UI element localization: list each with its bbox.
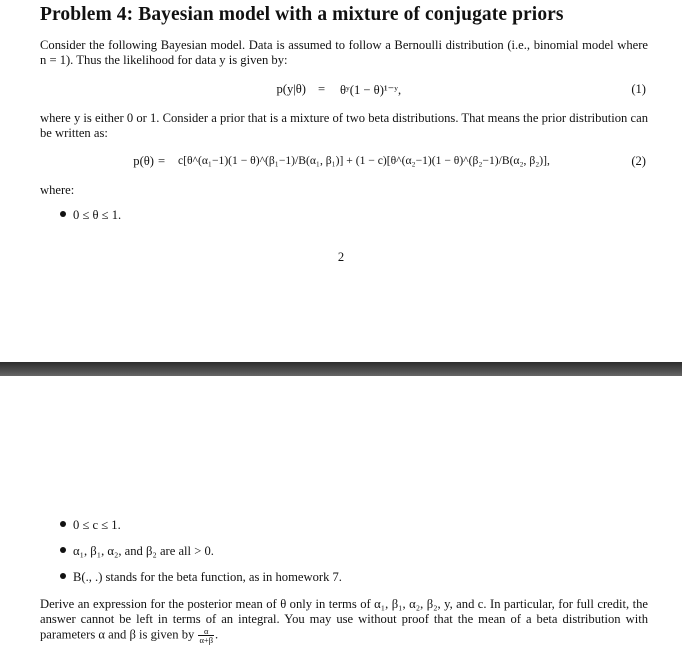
list-item	[60, 544, 214, 559]
final-paragraph-text: Derive an expression for the posterior mean of θ only in terms of α₁, β₁, α₂, β₂, y, and c. In particular, for full credit, the answer cannot be left in terms of an integral. You may use without proof that the mean of a beta distribution with parameters α and β is given by	[40, 597, 648, 642]
final-paragraph	[40, 597, 648, 644]
problem-title: Problem 4: Bayesian model with a mixture of conjugate priors	[40, 4, 564, 25]
equation-1	[0, 82, 682, 100]
prior-paragraph: where y is either 0 or 1. Consider a prior that is a mixture of two beta distributions. That means the prior distribution can be written as:	[40, 111, 648, 140]
equation-1-rhs: θʸ(1 − θ)¹⁻ʸ,	[340, 83, 402, 97]
list-item	[60, 570, 342, 585]
document-page-2	[0, 376, 682, 656]
equation-1-sign: =	[318, 82, 326, 96]
equation-2-rhs: c[θ^(α₁−1)(1 − θ)^(β₁−1)/B(α₁, β₁)] + (1 − c)[θ^(α₂−1)(1 − θ)^(β₂−1)/B(α₂, β₂)],	[178, 154, 550, 167]
list-item-text: 0 ≤ c ≤ 1.	[73, 518, 121, 532]
equation-2-lhs: p(θ)	[133, 154, 154, 168]
bullet-icon	[60, 211, 66, 217]
where-label: where:	[40, 183, 75, 197]
bullet-icon	[60, 521, 66, 527]
list-item-text: α₁, β₁, α₂, and β₂ are all > 0.	[73, 544, 214, 558]
page-number: 2	[337, 250, 345, 264]
list-item	[60, 518, 121, 533]
list-item-text: 0 ≤ θ ≤ 1.	[73, 208, 122, 222]
page-divider	[0, 362, 682, 376]
list-item-text: B(., .) stands for the beta function, as in homework 7.	[73, 570, 342, 584]
intro-paragraph: Consider the following Bayesian model. Data is assumed to follow a Bernoulli distribution (i.e., binomial model where n = 1). Thus the likelihood for data y is given by:	[40, 38, 648, 67]
equation-2-number: (2)	[631, 154, 646, 168]
fraction-numerator: α	[198, 627, 214, 636]
beta-mean-fraction	[198, 627, 214, 644]
bullet-icon	[60, 547, 66, 553]
fraction-denominator: α+β	[199, 635, 214, 645]
final-period: .	[215, 627, 219, 642]
equation-1-number: (1)	[631, 82, 646, 96]
equation-1-lhs: p(y|θ)	[276, 82, 306, 96]
equation-2	[0, 154, 682, 172]
equation-2-sign: =	[158, 154, 166, 168]
list-item	[60, 208, 121, 223]
bullet-icon	[60, 573, 66, 579]
